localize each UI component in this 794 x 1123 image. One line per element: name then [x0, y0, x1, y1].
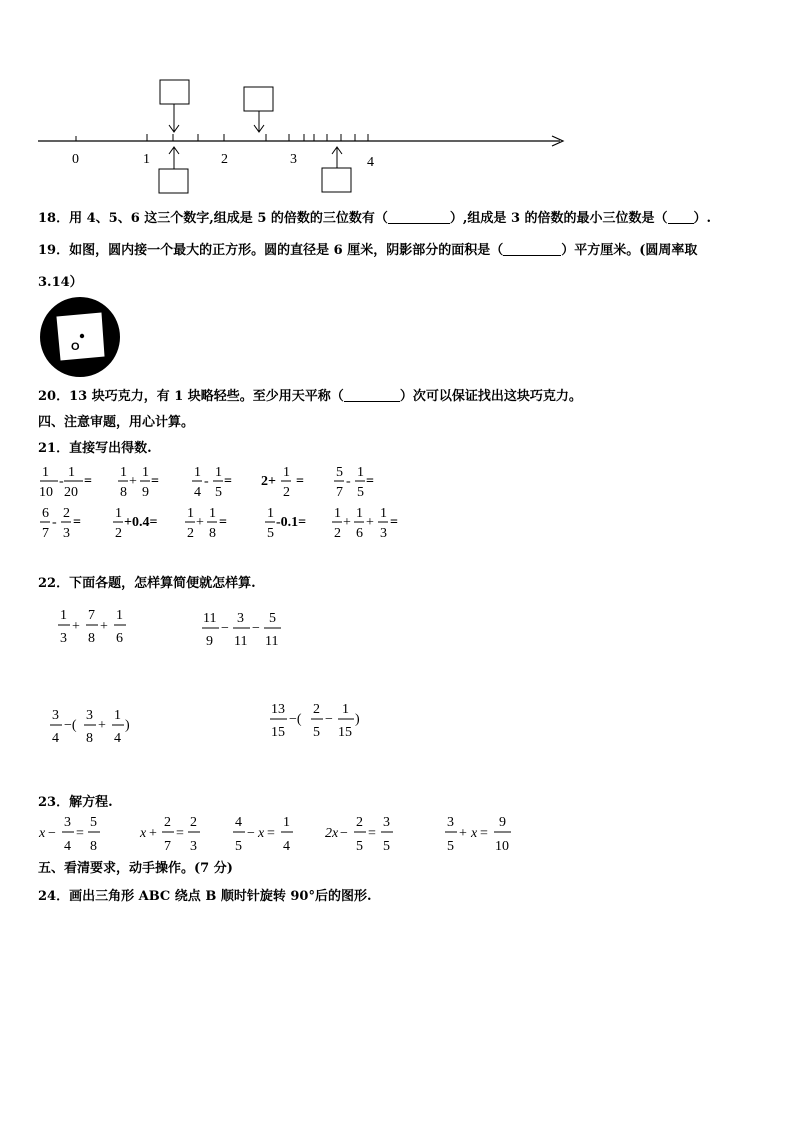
svg-text:1: 1 — [142, 465, 149, 480]
svg-text:-: - — [52, 515, 57, 530]
svg-text:-0.1=: -0.1= — [276, 515, 307, 530]
q23-eq-4 — [325, 815, 393, 854]
q19-line2: 3.14） — [38, 275, 83, 290]
q24-text: 画出三角形 ABC 绕点 B 顺时针旋转 90°后的图形. — [69, 889, 372, 904]
svg-text:=: = — [480, 826, 488, 841]
svg-text:7: 7 — [42, 526, 49, 541]
svg-text:10: 10 — [39, 485, 53, 500]
svg-text:3: 3 — [64, 815, 71, 830]
svg-text:2: 2 — [334, 526, 341, 541]
svg-text:5: 5 — [356, 839, 363, 854]
svg-text:−: − — [252, 621, 260, 636]
svg-text:1: 1 — [187, 506, 194, 521]
svg-text:+: + — [343, 515, 351, 530]
svg-text:2: 2 — [115, 526, 122, 541]
q19-line1b: ）平方厘米。(圆周率取 — [561, 243, 698, 258]
svg-text:1: 1 — [283, 465, 290, 480]
svg-text:11: 11 — [203, 611, 217, 626]
svg-text:15: 15 — [338, 725, 352, 740]
svg-text:+: + — [129, 474, 137, 489]
svg-text:2x: 2x — [325, 826, 339, 841]
q24-number: 24． — [38, 889, 70, 904]
svg-text:1: 1 — [120, 465, 127, 480]
svg-text:1: 1 — [380, 506, 387, 521]
svg-text:6: 6 — [116, 631, 123, 646]
svg-text:5: 5 — [90, 815, 97, 830]
number-line-label-2: 2 — [221, 152, 228, 167]
svg-text:−: − — [325, 712, 333, 727]
q23-eq-1 — [38, 815, 100, 854]
q19-number: 19． — [38, 243, 70, 258]
svg-text:3: 3 — [60, 631, 67, 646]
svg-text:20: 20 — [64, 485, 78, 500]
svg-text:1: 1 — [68, 465, 75, 480]
svg-text:15: 15 — [271, 725, 285, 740]
svg-text:8: 8 — [90, 839, 97, 854]
question-24 — [38, 885, 372, 904]
svg-text:): ) — [125, 718, 130, 733]
svg-text:−: − — [48, 826, 56, 841]
svg-text:1: 1 — [215, 465, 222, 480]
q23-eq-3 — [233, 815, 293, 854]
svg-text:+: + — [72, 619, 80, 634]
svg-text:9: 9 — [499, 815, 506, 830]
svg-text:+: + — [459, 826, 467, 841]
number-line-label-3: 3 — [290, 152, 297, 167]
svg-text:2: 2 — [356, 815, 363, 830]
svg-text:+: + — [196, 515, 204, 530]
svg-text:4: 4 — [64, 839, 71, 854]
q19-line1a: 如图，圆内接一个最大的正方形。圆的直径是 6 厘米，阴影部分的面积是（ — [69, 243, 504, 258]
svg-text:-: - — [346, 474, 351, 489]
svg-text:5: 5 — [235, 839, 242, 854]
center-label: O — [71, 341, 80, 353]
svg-text:5: 5 — [313, 725, 320, 740]
svg-text:=: = — [224, 474, 232, 489]
number-line-label-1: 1 — [143, 152, 150, 167]
svg-text:=: = — [296, 474, 304, 489]
svg-text:+: + — [149, 826, 157, 841]
svg-text:5: 5 — [447, 839, 454, 854]
svg-text:5: 5 — [269, 611, 276, 626]
svg-text:4: 4 — [52, 731, 59, 746]
q18-text-a: 用 4、5、6 这三个数字,组成是 5 的倍数的三位数有（ — [69, 211, 388, 226]
svg-text:11: 11 — [234, 634, 248, 649]
svg-text:7: 7 — [164, 839, 171, 854]
svg-text:9: 9 — [142, 485, 149, 500]
svg-text:=: = — [366, 474, 374, 489]
svg-text:2+: 2+ — [261, 474, 276, 489]
q23-eq-2 — [139, 815, 200, 854]
svg-text:1: 1 — [357, 465, 364, 480]
svg-text:1: 1 — [342, 702, 349, 717]
svg-text:−: − — [340, 826, 348, 841]
svg-text:3: 3 — [86, 708, 93, 723]
svg-text:x: x — [258, 826, 265, 841]
svg-text:8: 8 — [88, 631, 95, 646]
svg-text:1: 1 — [60, 608, 67, 623]
svg-text:=: = — [84, 474, 92, 489]
svg-text:5: 5 — [336, 465, 343, 480]
svg-text:=: = — [76, 826, 84, 841]
svg-text:5: 5 — [215, 485, 222, 500]
q20-text-a: 13 块巧克力，有 1 块略轻些。至少用天平称（ — [69, 389, 344, 404]
svg-text:6: 6 — [356, 526, 363, 541]
svg-text:): ) — [355, 712, 360, 727]
q18-text-c: ）. — [693, 211, 712, 226]
svg-text:=: = — [73, 515, 81, 530]
svg-text:7: 7 — [336, 485, 343, 500]
svg-text:-: - — [204, 474, 209, 489]
svg-text:1: 1 — [283, 815, 290, 830]
svg-text:=: = — [151, 474, 159, 489]
svg-text:11: 11 — [265, 634, 279, 649]
svg-text:3: 3 — [63, 526, 70, 541]
svg-text:10: 10 — [495, 839, 509, 854]
svg-text:x: x — [471, 826, 478, 841]
svg-text:2: 2 — [313, 702, 320, 717]
svg-text:+0.4=: +0.4= — [124, 515, 158, 530]
q22-title: 22．下面各题，怎样算简便就怎样算. — [38, 576, 256, 591]
svg-text:x: x — [39, 826, 46, 841]
svg-text:3: 3 — [237, 611, 244, 626]
q18-text-b: ）,组成是 3 的倍数的最小三位数是（ — [449, 211, 668, 226]
svg-text:8: 8 — [120, 485, 127, 500]
svg-text:=: = — [390, 515, 398, 530]
svg-text:=: = — [219, 515, 227, 530]
svg-text:3: 3 — [447, 815, 454, 830]
svg-text:2: 2 — [190, 815, 197, 830]
svg-text:1: 1 — [209, 506, 216, 521]
svg-text:1: 1 — [267, 506, 274, 521]
svg-text:3: 3 — [380, 526, 387, 541]
svg-text:1: 1 — [194, 465, 201, 480]
svg-text:1: 1 — [334, 506, 341, 521]
svg-text:1: 1 — [115, 506, 122, 521]
q18-number: 18． — [38, 211, 70, 226]
svg-text:4: 4 — [283, 839, 290, 854]
svg-text:2: 2 — [63, 506, 70, 521]
svg-text:1: 1 — [116, 608, 123, 623]
svg-text:9: 9 — [206, 634, 213, 649]
svg-text:4: 4 — [235, 815, 242, 830]
svg-text:1: 1 — [356, 506, 363, 521]
q20-text-b: ）次可以保证找出这块巧克力。 — [399, 389, 582, 404]
svg-text:7: 7 — [88, 608, 95, 623]
svg-text:=: = — [368, 826, 376, 841]
svg-text:−: − — [247, 826, 255, 841]
svg-text:2: 2 — [164, 815, 171, 830]
svg-text:6: 6 — [42, 506, 49, 521]
svg-text:-: - — [59, 474, 64, 489]
svg-text:1: 1 — [42, 465, 49, 480]
svg-text:−(: −( — [64, 718, 77, 733]
q23-title: 23．解方程. — [38, 795, 113, 810]
svg-text:8: 8 — [86, 731, 93, 746]
number-line-label-0: 0 — [72, 152, 79, 167]
svg-text:5: 5 — [383, 839, 390, 854]
q23-eq-5 — [445, 815, 511, 854]
svg-text:x: x — [140, 826, 147, 841]
svg-text:3: 3 — [383, 815, 390, 830]
q21-title: 21．直接写出得数. — [38, 441, 152, 456]
svg-text:4: 4 — [114, 731, 121, 746]
svg-text:=: = — [176, 826, 184, 841]
section-4-heading: 四、注意审题，用心计算。 — [38, 415, 195, 430]
svg-text:4: 4 — [194, 485, 201, 500]
svg-text:+: + — [98, 718, 106, 733]
svg-text:2: 2 — [283, 485, 290, 500]
q20-number: 20． — [38, 389, 70, 404]
svg-text:=: = — [267, 826, 275, 841]
svg-text:13: 13 — [271, 702, 285, 717]
svg-text:5: 5 — [357, 485, 364, 500]
svg-text:1: 1 — [114, 708, 121, 723]
svg-text:+: + — [100, 619, 108, 634]
number-line-label-4: 4 — [367, 155, 374, 170]
section-5-heading: 五、看清要求，动手操作。(7 分) — [38, 861, 233, 876]
svg-text:8: 8 — [209, 526, 216, 541]
svg-text:−(: −( — [289, 712, 302, 727]
svg-text:3: 3 — [190, 839, 197, 854]
svg-text:−: − — [221, 621, 229, 636]
svg-text:2: 2 — [187, 526, 194, 541]
svg-text:+: + — [366, 515, 374, 530]
svg-text:3: 3 — [52, 708, 59, 723]
svg-text:5: 5 — [267, 526, 274, 541]
